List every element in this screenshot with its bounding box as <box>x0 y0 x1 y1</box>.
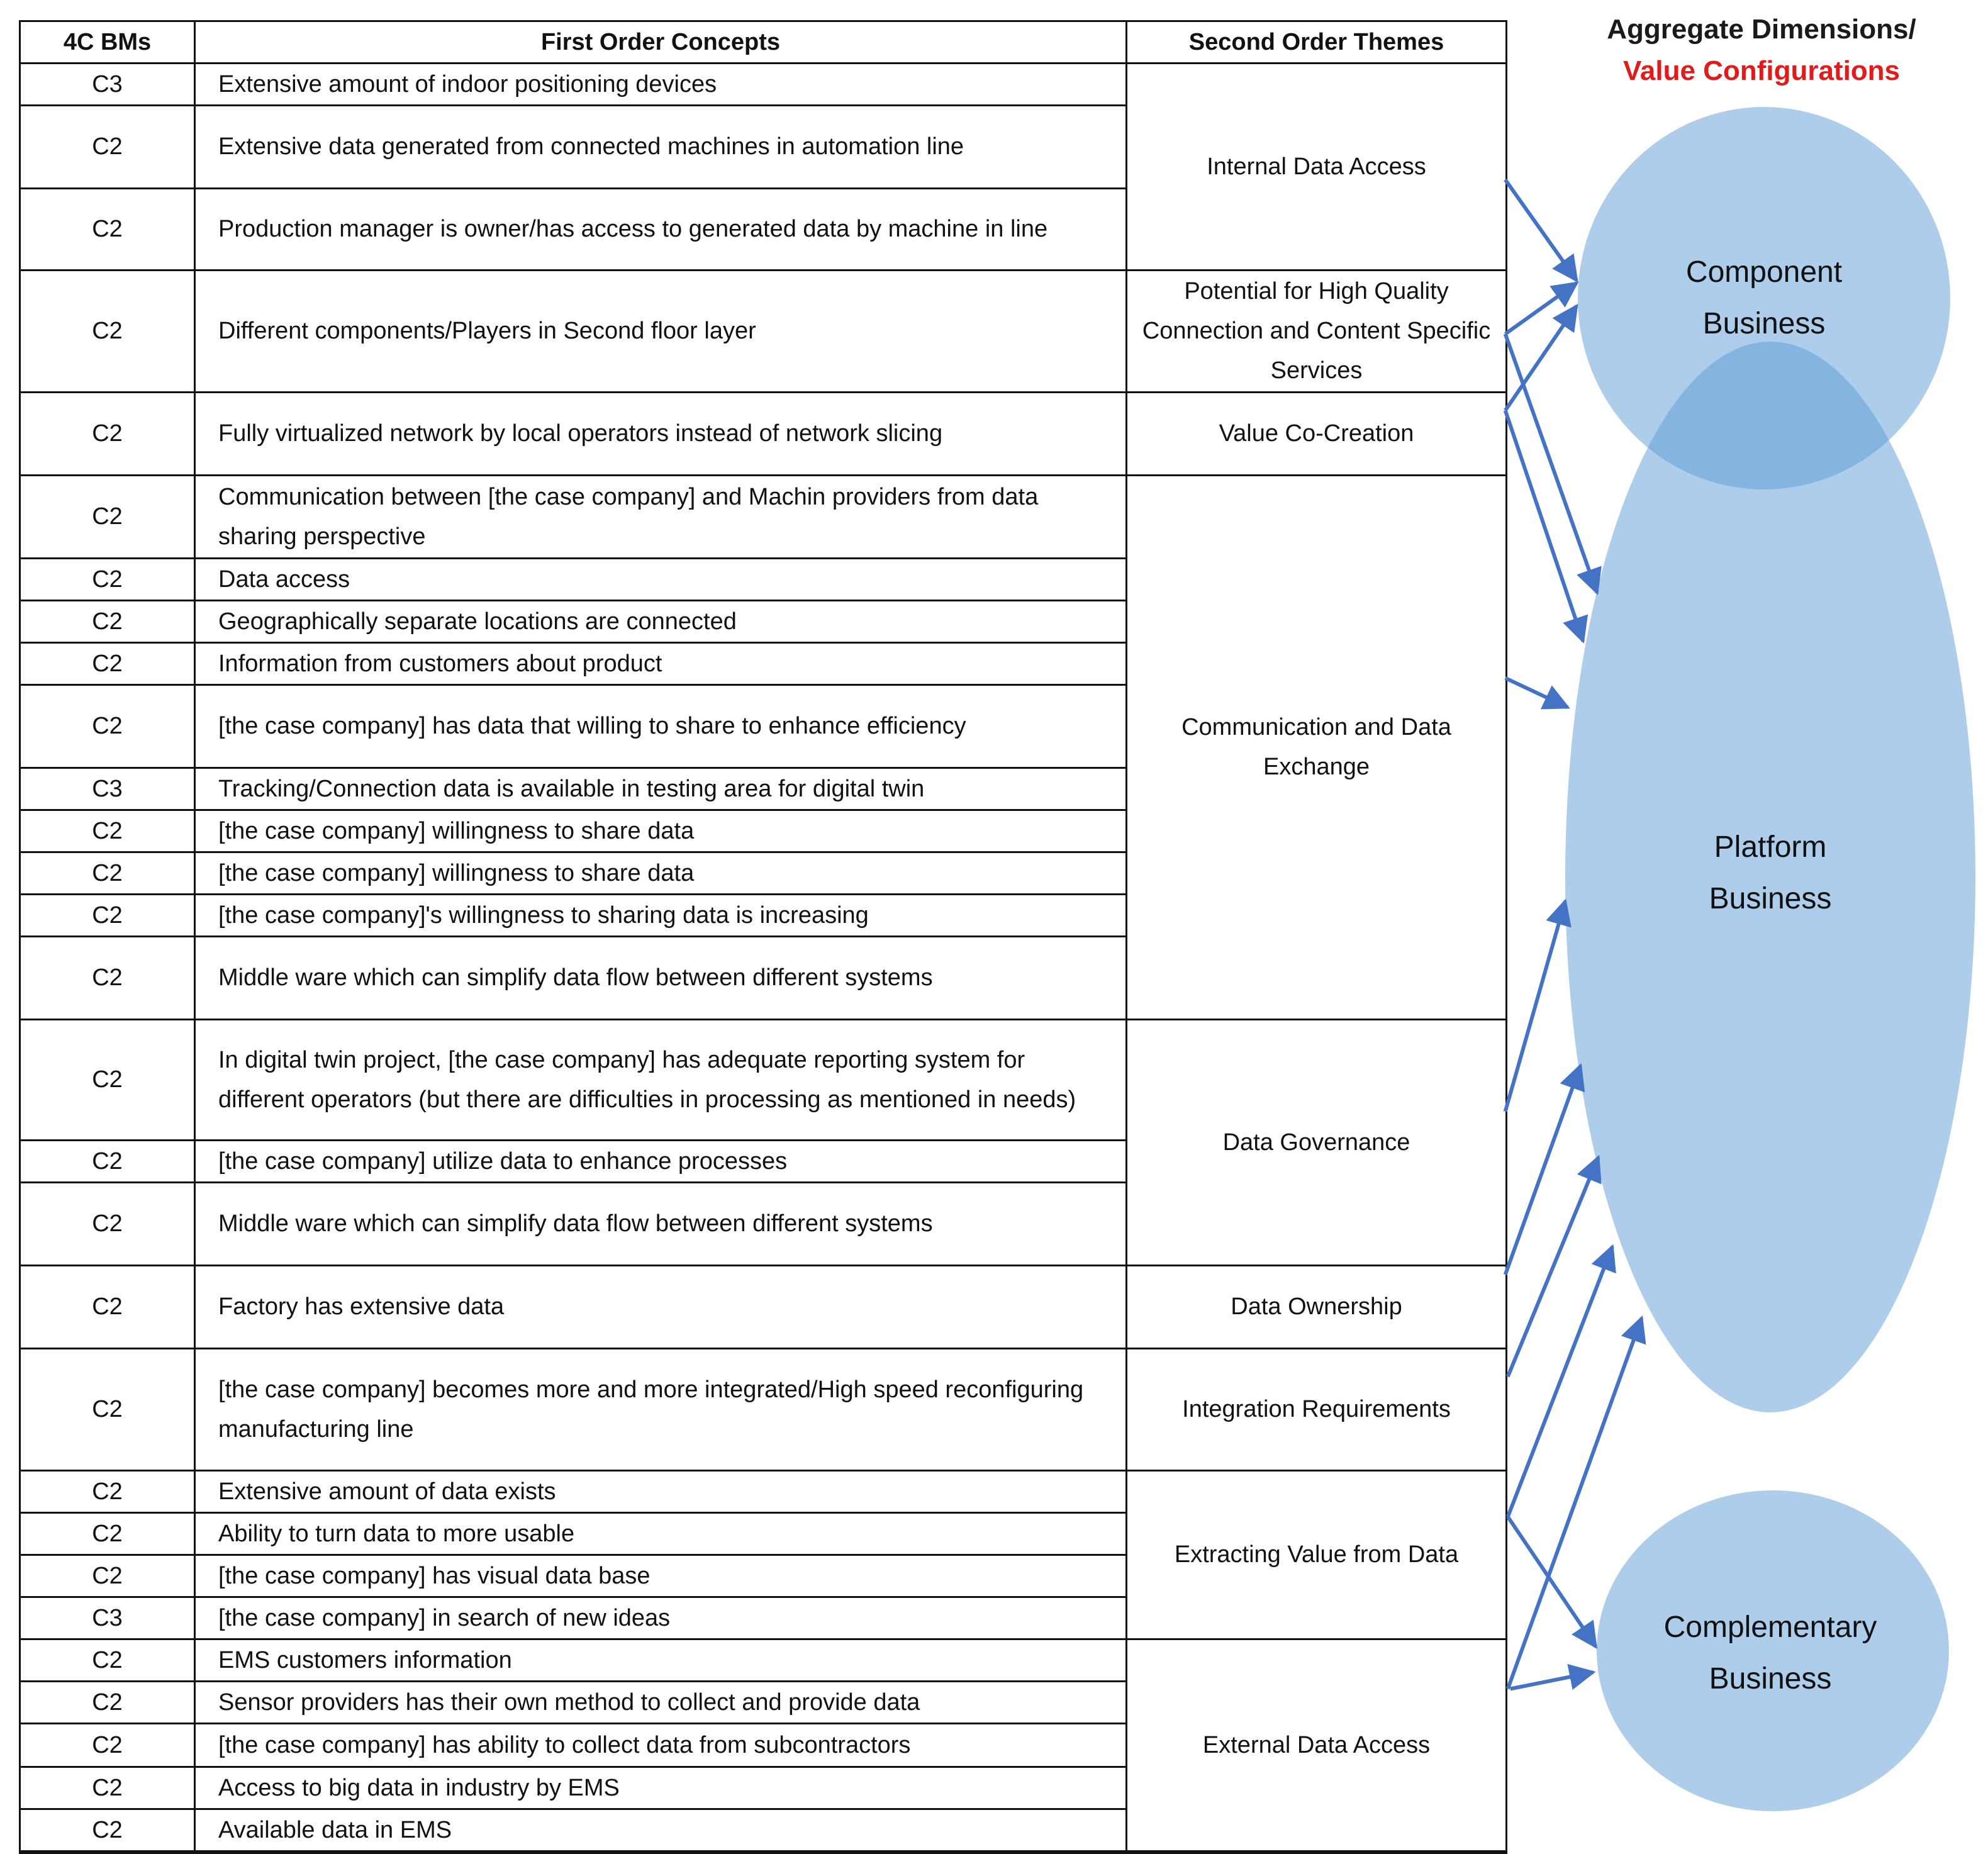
bm-cell-text: C2 <box>92 1562 123 1589</box>
theme-cell-text: Extracting Value from Data <box>1174 1541 1459 1568</box>
concept-cell-text: Access to big data in industry by EMS <box>218 1774 620 1801</box>
complementary-business-label <box>1582 1602 1959 1705</box>
platform-business-label <box>1582 822 1959 925</box>
concept-cell-text: [the case company] willingness to share data <box>218 817 695 844</box>
concept-cell-text: Tracking/Connection data is available in testing area for digital twin <box>218 775 925 802</box>
bm-cell-text: C2 <box>92 964 123 991</box>
bm-cell-text: C2 <box>92 1731 123 1758</box>
theme-cell-text: Internal Data Access <box>1207 153 1426 180</box>
bm-cell-text: C3 <box>92 775 123 802</box>
theme-cell-text: Integration Requirements <box>1182 1396 1451 1422</box>
label-line: Business <box>1702 307 1826 340</box>
link-arrow <box>1505 306 1577 410</box>
component-business-label <box>1575 247 1953 350</box>
concept-cell-text: Extensive amount of indoor positioning devices <box>218 70 717 98</box>
theme-cell-text: Communication and Data Exchange <box>1181 714 1451 780</box>
bm-cell-text: C2 <box>92 318 123 344</box>
theme-cell-text: External Data Access <box>1202 1731 1431 1758</box>
concept-cell-text: EMS customers information <box>218 1646 512 1673</box>
label-line: Business <box>1709 1662 1832 1695</box>
bm-cell-text: C2 <box>92 1520 123 1547</box>
bm-cell-text: C2 <box>92 650 123 677</box>
label-line: Platform <box>1714 830 1827 864</box>
label-line: Component <box>1685 255 1843 289</box>
link-arrow <box>1505 678 1568 708</box>
concept-cell-text: Data access <box>218 566 350 593</box>
bm-cell-text: C2 <box>92 1396 123 1422</box>
concept-cell-text: Extensive amount of data exists <box>218 1478 556 1505</box>
link-arrow <box>1508 1246 1612 1517</box>
concept-cell-text: In digital twin project, [the case company] has adequate reporting system for different operators (but there are difficulties in processing as mentioned in needs) <box>218 1046 1076 1113</box>
concept-cell-text: [the case company] has visual data base <box>218 1562 651 1589</box>
aggregate-title: Aggregate Dimensions/ <box>1607 14 1916 45</box>
bm-cell-text: C2 <box>92 859 123 886</box>
theme-cell-text: Data Ownership <box>1231 1293 1402 1320</box>
label-line: Complementary <box>1663 1611 1877 1644</box>
concept-cell-text: Sensor providers has their own method to collect and provide data <box>218 1689 920 1716</box>
link-arrow <box>1505 180 1577 281</box>
link-arrow <box>1511 1672 1594 1689</box>
bm-cell-text: C2 <box>92 817 123 844</box>
bm-cell-text: C2 <box>92 902 123 929</box>
bm-cell-text: C2 <box>92 608 123 635</box>
concept-cell-text: Communication between [the case company] and Machin providers from data sharing perspective <box>218 483 1039 550</box>
concept-cell-text: Production manager is owner/has access to generated data by machine in line <box>218 216 1048 242</box>
header-second-order-themes-text: Second Order Themes <box>1188 28 1444 55</box>
bm-cell-text: C2 <box>92 566 123 593</box>
aggregate-subtitle: Value Configurations <box>1622 55 1901 86</box>
concept-cell-text: Available data in EMS <box>218 1816 452 1843</box>
bm-cell-text: C2 <box>92 1816 123 1843</box>
concept-cell-text: Extensive data generated from connected machines in automation line <box>218 133 964 160</box>
bm-cell-text: C2 <box>92 1774 123 1801</box>
theme-cell-text: Potential for High Quality Connection and Content Specific Services <box>1142 278 1491 384</box>
bm-cell-text: C2 <box>92 503 123 530</box>
concept-cell-text: [the case company] becomes more and more integrated/High speed reconfiguring manufacturing line <box>218 1376 1084 1443</box>
link-arrow <box>1505 901 1565 1111</box>
concept-cell-text: [the case company] in search of new ideas <box>218 1604 671 1631</box>
concept-cell-text: Geographically separate locations are connected <box>218 608 737 635</box>
link-arrow <box>1508 1158 1599 1377</box>
bm-cell-text: C2 <box>92 216 123 242</box>
bm-cell-text: C2 <box>92 420 123 447</box>
bm-cell-text: C2 <box>92 1210 123 1237</box>
label-line: Business <box>1709 882 1832 915</box>
bm-cell-text: C2 <box>92 1293 123 1320</box>
link-arrow <box>1505 283 1577 334</box>
concept-cell-text: [the case company] has data that willing to share to enhance efficiency <box>218 713 966 739</box>
bm-cell-text: C2 <box>92 133 123 160</box>
bm-cell-text: C2 <box>92 1478 123 1505</box>
bm-cell-text: C2 <box>92 713 123 739</box>
concept-cell-text: Information from customers about product <box>218 650 662 677</box>
concept-cell-text: [the case company] willingness to share data <box>218 859 695 886</box>
bm-cell-text: C3 <box>92 70 123 98</box>
header-first-order-concepts-text: First Order Concepts <box>540 28 781 55</box>
concept-cell-text: Different components/Players in Second floor layer <box>218 318 756 344</box>
concept-cell-text: Middle ware which can simplify data flow between different systems <box>218 1210 933 1237</box>
link-arrow <box>1505 1066 1581 1275</box>
concept-cell-text: [the case company] utilize data to enhance processes <box>218 1148 788 1175</box>
concept-cell-text: Fully virtualized network by local operators instead of network slicing <box>218 420 943 447</box>
concept-cell-text: Factory has extensive data <box>218 1293 505 1320</box>
header-4c-bms-text: 4C BMs <box>63 28 152 55</box>
theme-cell-text: Value Co-Creation <box>1219 420 1414 447</box>
concept-cell-text: [the case company]'s willingness to sharing data is increasing <box>218 902 869 929</box>
bm-cell-text: C3 <box>92 1604 123 1631</box>
concept-cell-text: [the case company] has ability to collect data from subcontractors <box>218 1731 911 1758</box>
theme-cell-text: Data Governance <box>1222 1129 1410 1156</box>
concept-cell-text: Ability to turn data to more usable <box>218 1520 575 1547</box>
concept-cell-text: Middle ware which can simplify data flow between different systems <box>218 964 933 991</box>
bm-cell-text: C2 <box>92 1689 123 1716</box>
bm-cell-text: C2 <box>92 1066 123 1093</box>
bm-cell-text: C2 <box>92 1646 123 1673</box>
link-arrow <box>1505 334 1597 593</box>
bm-cell-text: C2 <box>92 1148 123 1175</box>
